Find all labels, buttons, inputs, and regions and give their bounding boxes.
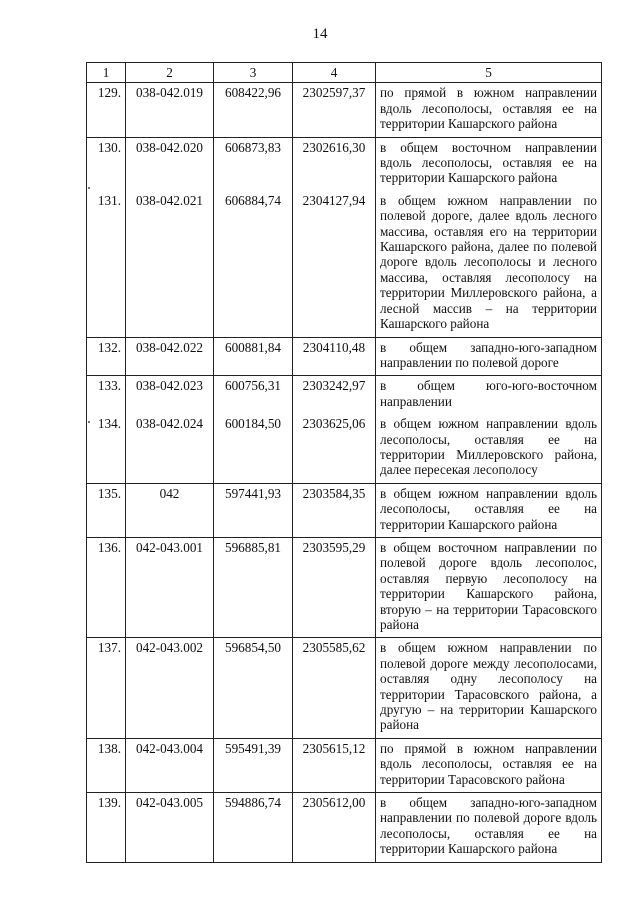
boundary-description: в общем западно-юго-западном направлении по полевой дороге вдоль лесополосы, оставляя ее на территории Кашарского района [376, 793, 602, 863]
coordinate-y: 2305615,12 [293, 738, 376, 792]
coordinate-y: 2303595,29 [293, 537, 376, 637]
point-id: 042 [126, 483, 214, 537]
row-number: 132. [87, 337, 126, 376]
coordinate-x: 595491,39 [214, 738, 293, 792]
row-number: 129. [87, 83, 126, 137]
coordinate-x: 596885,81 [214, 537, 293, 637]
coordinate-x: 600756,31 [214, 376, 293, 414]
column-header: 5 [376, 63, 602, 83]
column-header: 2 [126, 63, 214, 83]
table-row [87, 83, 602, 137]
row-number: 136. [87, 537, 126, 637]
coordinate-y: 2304110,48 [293, 337, 376, 376]
table-row [87, 337, 602, 376]
table-row [87, 537, 602, 637]
boundary-description: в общем южном направлении по полевой дороге, далее вдоль лесного массива, оставляя его на территории Кашарского района, далее по полевой дороге вдоль лесополосы и лесного массива, оставляя лесополосу на территории Миллеровского района, а лесной массив – на территории Кашарского района [376, 191, 602, 337]
table-row [87, 738, 602, 792]
point-id: 042-043.004 [126, 738, 214, 792]
row-number: 138. [87, 738, 126, 792]
coordinate-x: 606884,74 [214, 191, 293, 337]
boundary-points-table [86, 62, 602, 863]
column-header: 1 [87, 63, 126, 83]
table-row [87, 414, 602, 483]
point-id: 042-043.005 [126, 793, 214, 863]
table-row [87, 376, 602, 414]
row-number: 133. [87, 376, 126, 414]
table-row [87, 137, 602, 191]
coordinate-y: 2303584,35 [293, 483, 376, 537]
row-number: 131. [87, 191, 126, 337]
row-number: 130. [87, 137, 126, 191]
point-id: 038-042.024 [126, 414, 214, 483]
coordinate-x: 597441,93 [214, 483, 293, 537]
boundary-description: в общем восточном направлении вдоль лесополосы, оставляя ее на территории Кашарского района [376, 137, 602, 191]
coordinate-x: 608422,96 [214, 83, 293, 137]
coordinate-y: 2303625,06 [293, 414, 376, 483]
boundary-description: в общем южном направлении вдоль лесополосы, оставляя ее на территории Кашарского района [376, 483, 602, 537]
row-number: 134. [87, 414, 126, 483]
table-header-row [87, 63, 602, 83]
table-row [87, 191, 602, 337]
table-row [87, 638, 602, 738]
coordinate-x: 600184,50 [214, 414, 293, 483]
coordinate-x: 594886,74 [214, 793, 293, 863]
boundary-description: в общем юго-юго-восточном направлении [376, 376, 602, 414]
table-body [87, 83, 602, 862]
page-number: 14 [312, 26, 328, 42]
point-id: 038-042.021 [126, 191, 214, 337]
coordinate-y: 2302597,37 [293, 83, 376, 137]
coordinate-y: 2305585,62 [293, 638, 376, 738]
point-id: 038-042.022 [126, 337, 214, 376]
point-id: 038-042.020 [126, 137, 214, 191]
column-header: 3 [214, 63, 293, 83]
row-number: 137. [87, 638, 126, 738]
point-id: 038-042.019 [126, 83, 214, 137]
boundary-description: в общем восточном направлении по полевой дороге вдоль лесополос, оставляя первую лесополосу на территории Кашарского района, вторую – на территории Тарасовского района [376, 537, 602, 637]
coordinate-x: 596854,50 [214, 638, 293, 738]
coordinate-x: 600881,84 [214, 337, 293, 376]
coordinate-y: 2304127,94 [293, 191, 376, 337]
row-number: 139. [87, 793, 126, 863]
boundary-description: в общем южном направлении вдоль лесополосы, оставляя ее на территории Миллеровского района, далее пересекая лесополосу [376, 414, 602, 483]
row-number: 135. [87, 483, 126, 537]
point-id: 038-042.023 [126, 376, 214, 414]
table-row [87, 793, 602, 863]
coordinate-x: 606873,83 [214, 137, 293, 191]
boundary-description: в общем западно-юго-западном направлении по полевой дороге [376, 337, 602, 376]
boundary-description: по прямой в южном направлении вдоль лесополосы, оставляя ее на территории Тарасовского района [376, 738, 602, 792]
coordinate-y: 2305612,00 [293, 793, 376, 863]
point-id: 042-043.002 [126, 638, 214, 738]
boundary-description: по прямой в южном направлении вдоль лесополосы, оставляя ее на территории Кашарского района [376, 83, 602, 137]
point-id: 042-043.001 [126, 537, 214, 637]
table-row [87, 483, 602, 537]
coordinate-y: 2303242,97 [293, 376, 376, 414]
boundary-description: в общем южном направлении по полевой дороге между лесополосами, оставляя одну лесополосу на территории Тарасовского района, а другую – на территории Кашарского района [376, 638, 602, 738]
coordinate-y: 2302616,30 [293, 137, 376, 191]
column-header: 4 [293, 63, 376, 83]
